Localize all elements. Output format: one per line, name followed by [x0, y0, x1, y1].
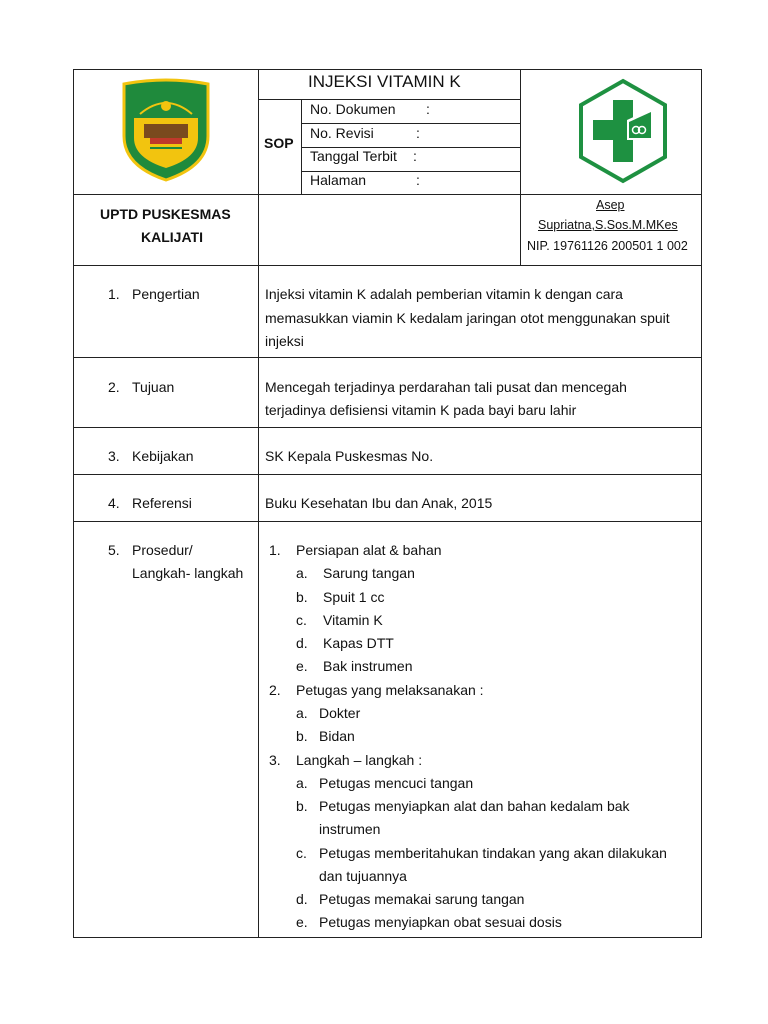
rule-section-2 — [74, 427, 702, 428]
field-tanggal-terbit-colon: : — [413, 148, 417, 164]
puskesmas-logo — [577, 78, 669, 184]
procedure-item-letter: a. — [296, 775, 308, 791]
procedure-item-letter: d. — [296, 635, 308, 651]
rule-col-sop — [301, 100, 302, 195]
section-2-num: 2. — [108, 379, 120, 395]
section-2-line: Mencegah terjadinya perdarahan tali pusat dan mencegah — [265, 379, 627, 395]
procedure-step-num: 1. — [269, 542, 281, 558]
field-no-revisi-colon: : — [416, 125, 420, 141]
procedure-item-letter: b. — [296, 728, 308, 744]
institution-name-line1: UPTD PUSKESMAS — [100, 206, 231, 222]
procedure-item-letter: e. — [296, 658, 308, 674]
signer-nip: NIP. 19761126 200501 1 002 — [527, 239, 688, 253]
section-2-line: terjadinya defisiensi vitamin K pada bayi baru lahir — [265, 402, 577, 418]
signer-first-name: Asep — [596, 198, 625, 212]
procedure-step-title: Langkah – langkah : — [296, 752, 423, 768]
section-1-line: memasukkan viamin K kedalam jaringan otot menggunakan spuit — [265, 310, 670, 326]
procedure-item: Sarung tangan — [323, 565, 415, 581]
procedure-item-letter: e. — [296, 914, 308, 930]
procedure-item-letter: b. — [296, 589, 308, 605]
procedure-item-letter: c. — [296, 845, 307, 861]
procedure-item-letter: d. — [296, 891, 308, 907]
procedure-item: Kapas DTT — [323, 635, 394, 651]
procedure-item: Petugas menyiapkan alat dan bahan kedalam bak — [319, 798, 630, 814]
section-1-line: Injeksi vitamin K adalah pemberian vitamin k dengan cara — [265, 286, 623, 302]
rule-section-3 — [74, 474, 702, 475]
rule-header-bottom — [74, 194, 702, 195]
section-2-label: Tujuan — [132, 379, 175, 395]
procedure-item-cont: instrumen — [319, 821, 381, 837]
field-no-dokumen-colon: : — [426, 101, 430, 117]
section-4-line: Buku Kesehatan Ibu dan Anak, 2015 — [265, 495, 493, 511]
procedure-item: Vitamin K — [323, 612, 383, 628]
procedure-item-letter: a. — [296, 565, 308, 581]
procedure-item-letter: b. — [296, 798, 308, 814]
procedure-item-cont: dan tujuannya — [319, 868, 407, 884]
procedure-item: Petugas memberitahukan tindakan yang akan dilakukan — [319, 845, 667, 861]
procedure-item: Bak instrumen — [323, 658, 413, 674]
rule-title-bottom — [258, 99, 520, 100]
page-title: INJEKSI VITAMIN K — [308, 72, 461, 91]
rule-section-1 — [74, 357, 702, 358]
procedure-item: Petugas memakai sarung tangan — [319, 891, 525, 907]
procedure-item-letter: a. — [296, 705, 308, 721]
rule-field-1 — [301, 123, 520, 124]
procedure-item: Dokter — [319, 705, 361, 721]
field-no-dokumen: No. Dokumen — [310, 101, 396, 117]
section-4-label: Referensi — [132, 495, 192, 511]
section-3-label: Kebijakan — [132, 448, 194, 464]
field-tanggal-terbit: Tanggal Terbit — [310, 148, 397, 164]
section-3-line: SK Kepala Puskesmas No. — [265, 448, 434, 464]
rule-col-right — [520, 70, 521, 266]
rule-institution-bottom — [74, 265, 702, 266]
procedure-step-title: Petugas yang melaksanakan : — [296, 682, 484, 698]
sop-document — [73, 69, 702, 938]
procedure-step-num: 2. — [269, 682, 281, 698]
procedure-item: Petugas mencuci tangan — [319, 775, 474, 791]
signer-full-name: Supriatna,S.Sos.M.MKes — [538, 218, 678, 232]
section-4-num: 4. — [108, 495, 120, 511]
field-no-revisi: No. Revisi — [310, 125, 374, 141]
section-5-label-cont: Langkah- langkah — [132, 565, 244, 581]
procedure-step-title: Persiapan alat & bahan — [296, 542, 442, 558]
field-halaman: Halaman — [310, 172, 367, 188]
rule-col-left — [258, 70, 259, 938]
section-3-num: 3. — [108, 448, 120, 464]
regency-emblem — [120, 78, 212, 182]
procedure-item: Bidan — [319, 728, 355, 744]
institution-name-line2: KALIJATI — [141, 229, 203, 245]
section-1-label: Pengertian — [132, 286, 200, 302]
field-halaman-colon: : — [416, 172, 420, 188]
section-1-num: 1. — [108, 286, 120, 302]
procedure-item: Spuit 1 cc — [323, 589, 385, 605]
section-5-num: 5. — [108, 542, 120, 558]
sop-label: SOP — [264, 135, 294, 151]
procedure-item-letter: c. — [296, 612, 307, 628]
rule-section-4 — [74, 521, 702, 522]
procedure-step-num: 3. — [269, 752, 281, 768]
procedure-item: Petugas menyiapkan obat sesuai dosis — [319, 914, 562, 930]
section-1-line: injeksi — [265, 333, 304, 349]
section-5-label: Prosedur/ — [132, 542, 193, 558]
